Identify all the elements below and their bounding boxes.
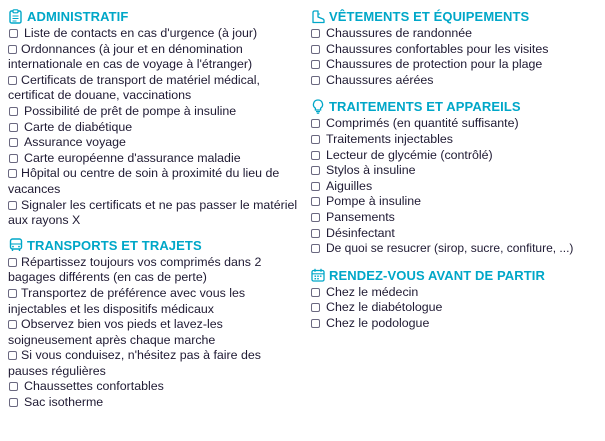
bus-icon	[8, 238, 23, 253]
section-header	[8, 8, 298, 25]
checkbox[interactable]	[311, 151, 320, 160]
checklist-item[interactable]: Désinfectant	[310, 226, 602, 242]
checkbox[interactable]	[9, 123, 18, 132]
checkbox[interactable]	[9, 29, 18, 38]
section-title: RENDEZ-VOUS AVANT DE PARTIR	[329, 267, 546, 283]
checkbox[interactable]	[8, 76, 17, 85]
section-title: TRAITEMENTS ET APPAREILS	[329, 99, 521, 115]
checklist-item[interactable]: Chaussettes confortables	[8, 379, 298, 395]
checklist-item[interactable]: Liste de contacts en cas d'urgence (à jour)	[8, 26, 298, 42]
calendar-icon	[310, 268, 325, 283]
checklist-item[interactable]: Si vous conduisez, n'hésitez pas à faire des pauses régulières	[8, 348, 261, 378]
checkbox[interactable]	[311, 213, 320, 222]
checklist-item[interactable]: Sac isotherme	[8, 395, 298, 411]
checklist-item[interactable]: Possibilité de prêt de pompe à insuline	[8, 104, 298, 120]
section-title: TRANSPORTS ET TRAJETS	[27, 237, 202, 253]
checklist-item[interactable]: Chaussures confortables pour les visites	[310, 42, 602, 58]
checklist	[310, 26, 602, 88]
section-header	[310, 267, 602, 284]
checklist-item[interactable]: Chez le diabétologue	[310, 300, 602, 316]
checkbox[interactable]	[311, 244, 320, 253]
checklist-item[interactable]: Aiguilles	[310, 179, 602, 195]
clipboard-icon	[8, 9, 23, 24]
checklist	[8, 26, 298, 229]
checkbox[interactable]	[311, 45, 320, 54]
checkbox[interactable]	[311, 182, 320, 191]
checklist	[8, 255, 298, 411]
checklist-item[interactable]: Traitements injectables	[310, 132, 602, 148]
checkbox[interactable]	[311, 60, 320, 69]
checkbox[interactable]	[8, 201, 17, 210]
lightbulb-icon	[310, 99, 325, 114]
section-header	[310, 8, 602, 25]
checkbox[interactable]	[8, 320, 17, 329]
checkbox[interactable]	[311, 166, 320, 175]
section-title: VÊTEMENTS ET ÉQUIPEMENTS	[329, 9, 530, 24]
checkbox[interactable]	[311, 303, 320, 312]
checklist-item[interactable]: Signaler les certificats et ne pas passer le matériel aux rayons X	[8, 197, 298, 228]
checkbox[interactable]	[9, 138, 18, 147]
checkbox[interactable]	[9, 382, 18, 391]
checklist-item[interactable]: Assurance voyage	[8, 135, 298, 151]
checkbox[interactable]	[311, 76, 320, 85]
checklist-item[interactable]: Chez le podologue	[310, 316, 602, 332]
checkbox[interactable]	[8, 351, 17, 360]
checklist-item[interactable]: Carte de diabétique	[8, 120, 298, 136]
checklist-item[interactable]: Stylos à insuline	[310, 163, 602, 179]
checklist-item[interactable]: Observez bien vos pieds et lavez-les soigneusement après chaque marche	[8, 317, 223, 347]
checklist-item[interactable]: Chaussures de randonnée	[310, 26, 602, 42]
checkbox[interactable]	[311, 29, 320, 38]
checkbox[interactable]	[9, 154, 18, 163]
checkbox[interactable]	[311, 229, 320, 238]
checklist-item[interactable]: Hôpital ou centre de soin à proximité du lieu de vacances	[8, 166, 280, 196]
checkbox[interactable]	[311, 135, 320, 144]
left-column	[8, 8, 298, 417]
checklist-item[interactable]: Répartissez toujours vos comprimés dans 2 bagages différents (en cas de perte)	[8, 254, 262, 285]
checklist-item[interactable]: Lecteur de glycémie (contrôlé)	[310, 148, 602, 164]
checkbox[interactable]	[311, 119, 320, 128]
checklist-item[interactable]: Carte européenne d'assurance maladie	[8, 151, 298, 167]
checklist-item[interactable]: Pompe à insuline	[310, 194, 602, 210]
section-transports	[8, 237, 298, 411]
checklist-item[interactable]: Ordonnances (à jour et en dénomination internationale en cas de voyage à l'étranger)	[8, 41, 253, 72]
checklist-item[interactable]: Chez le médecin	[310, 285, 602, 301]
checklist	[310, 285, 602, 332]
checkbox[interactable]	[311, 319, 320, 328]
checkbox[interactable]	[311, 288, 320, 297]
checkbox[interactable]	[311, 197, 320, 206]
checklist-item[interactable]: Comprimés (en quantité suffisante)	[310, 116, 602, 132]
section-administratif	[8, 8, 298, 229]
checklist-item[interactable]: De quoi se resucrer (sirop, sucre, confiture, ...)	[310, 241, 602, 257]
section-title: ADMINISTRATIF	[27, 9, 129, 24]
right-column	[310, 8, 602, 338]
checkbox[interactable]	[9, 398, 18, 407]
section-header	[310, 98, 602, 115]
checkbox[interactable]	[9, 107, 18, 116]
checklist-item[interactable]: Chaussures aérées	[310, 73, 602, 89]
checklist-item[interactable]: Certificats de transport de matériel médical, certificat de douane, vaccinations	[8, 72, 260, 103]
section-rendez-vous	[310, 267, 602, 332]
checkbox[interactable]	[8, 289, 17, 298]
checkbox[interactable]	[8, 169, 17, 178]
checklist	[310, 116, 602, 256]
checklist-item[interactable]: Pansements	[310, 210, 602, 226]
boot-icon	[310, 9, 325, 24]
checklist-item[interactable]: Transportez de préférence avec vous les injectables et les dispositifs médicaux	[8, 285, 246, 316]
section-header	[8, 237, 298, 254]
section-vetements	[310, 8, 602, 88]
checkbox[interactable]	[8, 258, 17, 267]
section-traitements	[310, 98, 602, 256]
checklist-item[interactable]: Chaussures de protection pour la plage	[310, 57, 602, 73]
checkbox[interactable]	[8, 45, 17, 54]
